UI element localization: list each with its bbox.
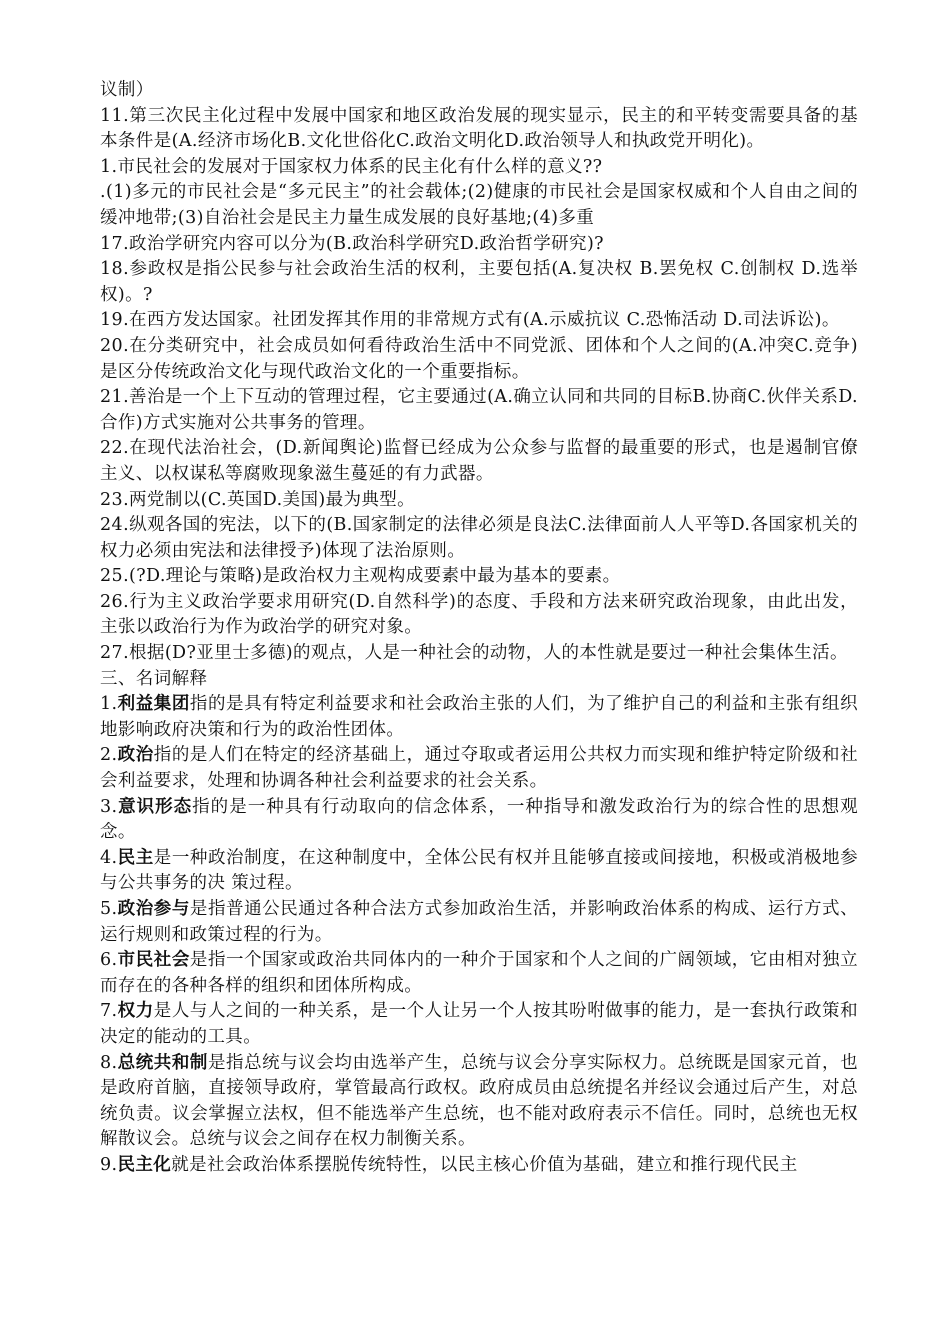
definition-number: 7. [100, 1001, 118, 1022]
definition-2 [100, 743, 858, 794]
question-25: 25.(?D.理论与策略)是政治权力主观构成要素中最为基本的要素。 [100, 566, 621, 587]
definition-number: 8. [100, 1052, 118, 1073]
definition-term: 市民社会 [117, 950, 190, 971]
definition-1 [100, 692, 858, 743]
definition-term: 政治参与 [117, 899, 190, 919]
definition-term: 意识形态 [117, 796, 193, 817]
definition-9 [100, 1153, 858, 1179]
definition-7 [100, 999, 858, 1050]
definition-5 [100, 897, 858, 948]
text-line: 议制） [100, 80, 154, 100]
question-17: 17.政治学研究内容可以分为(B.政治科学研究D.政治哲学研究)? [100, 233, 604, 254]
question-11: 11.第三次民主化过程中发展中国家和地区政治发展的现实显示，民主的和平转变需要具备的基本条件是(A.经济市场化B.文化世俗化C.政治文明化D.政治领导人和执政党开明化)。 [100, 105, 858, 152]
definition-number: 5. [100, 899, 118, 919]
definition-number: 3. [100, 796, 118, 817]
definition-number: 2. [100, 745, 118, 766]
question-20: 20.在分类研究中，社会成员如何看待政治生活中不同党派、团体和个人之间的(A.冲突C.竞争)是区分传统政治文化与现代政治文化的一个重要指标。 [100, 335, 858, 382]
definition-4 [100, 846, 858, 897]
definition-number: 9. [100, 1154, 118, 1175]
definition-text: 指的是人们在特定的经济基础上，通过夺取或者运用公共权力而实现和维护特定阶级和社会利益要求，处理和协调各种社会利益要求的社会关系。 [100, 745, 858, 792]
definition-term: 利益集团 [117, 694, 190, 715]
question-18: 18.参政权是指公民参与社会政治生活的权利，主要包括(A.复决权 B.罢免权 C.创制权 D.选举权)。? [100, 259, 858, 305]
definition-number: 6. [100, 950, 118, 971]
question-19: 19.在西方发达国家。社团发挥其作用的非常规方式有(A.示威抗议 C.恐怖活动 D.司法诉讼)。 [100, 310, 840, 331]
question-21: 21.善治是一个上下互动的管理过程，它主要通过(A.确立认同和共同的目标B.协商C.伙伴关系D.合作)方式实施对公共事务的管理。 [100, 387, 858, 433]
definition-text: 指的是具有特定利益要求和社会政治主张的人们，为了维护自己的利益和主张有组织地影响政府决策和行为的政治性团体。 [100, 694, 858, 740]
definition-8 [100, 1051, 858, 1153]
answer-text: .(1)多元的市民社会是“多元民主”的社会载体;(2)健康的市民社会是国家权威和个人自由之间的缓冲地带;(3)自治社会是民主力量生成发展的良好基地;(4)多重 [100, 182, 858, 228]
definition-term: 政治 [117, 745, 154, 766]
definition-number: 4. [100, 847, 118, 868]
definition-text: 指的是一种具有行动取向的信念体系，一种指导和激发政治行为的综合性的思想观念。 [100, 796, 858, 843]
definition-term: 民主 [117, 847, 154, 868]
question-26: 26.行为主义政治学要求用研究(D.自然科学)的态度、手段和方法来研究政治现象，由此出发，主张以政治行为作为政治学的研究对象。 [100, 591, 858, 638]
question-27: 27.根据(D?亚里士多德)的观点，人是一种社会的动物，人的本性就是要过一种社会集体生活。 [100, 643, 848, 664]
definition-text: 是指一个国家或政治共同体内的一种介于国家和个人之间的广阔领域，它由相对独立而存在的各种各样的组织和团体所构成。 [100, 950, 858, 996]
question-22: 22.在现代法治社会，(D.新闻舆论)监督已经成为公众参与监督的最重要的形式，也是遏制官僚主义、以权谋私等腐败现象滋生蔓延的有力武器。 [100, 438, 858, 484]
question-24: 24.纵观各国的宪法，以下的(B.国家制定的法律必须是良法C.法律面前人人平等D.各国家机关的权力必须由宪法和法律授予)体现了法治原则。 [100, 515, 858, 561]
section-heading: 三、名词解释 [100, 668, 208, 689]
definition-number: 1. [100, 694, 118, 715]
definition-term: 总统共和制 [117, 1052, 208, 1073]
definition-text: 是指普通公民通过各种合法方式参加政治生活，并影响政治体系的构成、运行方式、运行规则和政策过程的行为。 [100, 899, 858, 945]
question-23: 23.两党制以(C.英国D.美国)最为典型。 [100, 489, 416, 510]
definition-6 [100, 948, 858, 999]
definition-text: 是指总统与议会均由选举产生，总统与议会分享实际权力。总统既是国家元首，也是政府首脑，直接领导政府，掌管最高行政权。政府成员由总统提名并经议会通过后产生，对总统负责。议会掌握立法权，但不能选举产生总统，也不能对政府表示不信任。同时，总统也无权解散议会。总统与议会之间存在权力制衡关系。 [100, 1052, 858, 1150]
definition-text: 是一种政治制度，在这种制度中，全体公民有权并且能够直接或间接地，积极或消极地参与公共事务的决 策过程。 [100, 847, 858, 894]
definition-term: 权力 [117, 1001, 154, 1022]
question-heading: 1.市民社会的发展对于国家权力体系的民主化有什么样的意义?? [100, 156, 603, 177]
definition-text: 就是社会政治体系摆脱传统特性，以民主核心价值为基础，建立和推行现代民主 [171, 1154, 798, 1175]
definition-term: 民主化 [117, 1154, 172, 1175]
definition-3 [100, 795, 858, 846]
definition-text: 是人与人之间的一种关系，是一个人让另一个人按其吩咐做事的能力，是一套执行政策和决定的能动的工具。 [100, 1001, 858, 1047]
